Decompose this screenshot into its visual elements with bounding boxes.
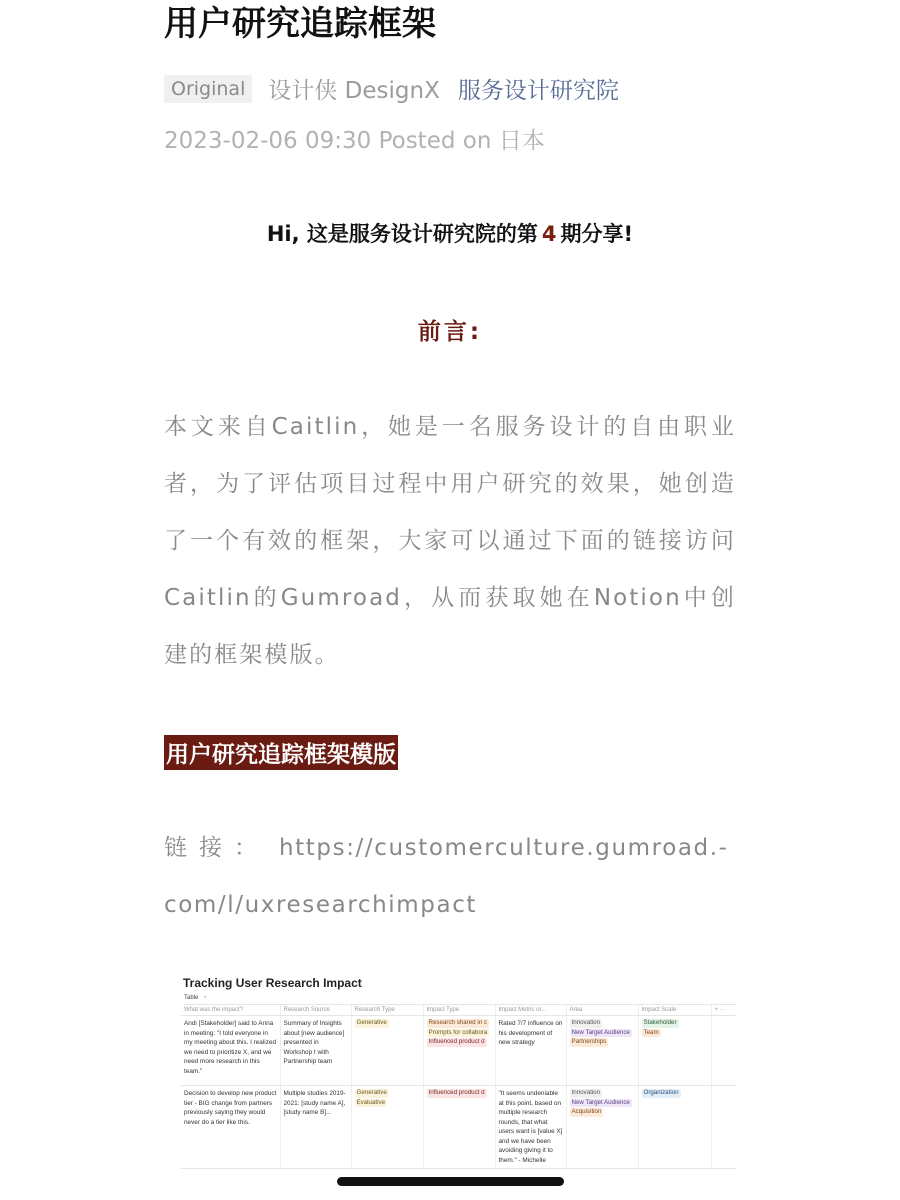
- original-badge: Original: [164, 75, 252, 103]
- col-header: Research Source: [280, 1005, 351, 1016]
- add-view-icon: +: [203, 995, 207, 1001]
- tag: Research shared in c: [428, 1019, 487, 1026]
- scale-cell: [638, 1016, 711, 1086]
- metric-cell: Rated 7/7 influence on his development of new strategy: [495, 1016, 566, 1086]
- col-header: What was the impact?: [181, 1005, 280, 1016]
- tag: Partnerships: [571, 1038, 607, 1045]
- gumroad-link[interactable]: https://customerculture.gumroad.-com/l/uxresearchimpact: [164, 835, 729, 918]
- section-heading: 用户研究追踪框架模版: [164, 735, 398, 770]
- greeting-prefix: Hi, 这是服务设计研究院的第: [266, 222, 538, 246]
- publish-date: 2023-02-06 09:30 Posted on 日本: [164, 128, 545, 154]
- source-cell: Multiple studies 2019-2021: [study name A], [study name B]...: [280, 1086, 351, 1169]
- notion-page-title: Tracking User Research Impact: [183, 976, 362, 990]
- link-paragraph: [164, 820, 736, 934]
- add-column-icon: + ···: [711, 1005, 736, 1016]
- tag: Influenced product d: [428, 1089, 485, 1096]
- col-header: Impact Type: [423, 1005, 495, 1016]
- tag: Organization: [643, 1089, 679, 1096]
- embedded-notion-screenshot: [181, 965, 736, 1200]
- notion-view-tab: [184, 995, 736, 1005]
- impact-cell: Andi [Stakeholder] said to Anna in meeting: "I told everyone in my meeting about this. I realized we need to prioritize X, and we need more research in this team.": [181, 1016, 280, 1086]
- preface-heading: 前言:: [417, 319, 483, 345]
- tag: Stakeholder: [643, 1019, 677, 1026]
- greeting-line: [164, 218, 736, 248]
- area-cell: [566, 1016, 638, 1086]
- article-title: 用户研究追踪框架: [164, 4, 436, 44]
- col-header: Area: [566, 1005, 638, 1016]
- author-name: 设计侠 DesignX: [268, 78, 440, 104]
- col-header: Research Type: [351, 1005, 423, 1016]
- table-view-label: Table: [184, 995, 199, 1001]
- tag: Prompts for collabora: [428, 1028, 488, 1036]
- tag: Generative: [356, 1089, 387, 1096]
- table-row: [181, 1016, 736, 1086]
- impact-cell: Decision to develop new product tier - BIG change from partners previously saying they would never do a tier like this.: [181, 1086, 280, 1169]
- notion-table: [181, 1005, 736, 1169]
- col-header: Impact Metric or...: [495, 1005, 566, 1016]
- source-cell: Summary of Insights about [new audience] presented in Workshop I with Partnership team: [280, 1016, 351, 1086]
- intro-paragraph: 本文来自Caitlin，她是一名服务设计的自由职业者，为了评估项目过程中用户研究的效果，她创造了一个有效的框架，大家可以通过下面的链接访问Caitlin的Gumroad，从而获取她在Notion中创建的框架模版。: [164, 414, 736, 668]
- tag: Evaluative: [356, 1098, 386, 1106]
- tag: Influenced product d: [428, 1038, 485, 1045]
- tag: Team: [643, 1028, 659, 1036]
- impact-type-cell: [423, 1086, 495, 1169]
- area-cell: [566, 1086, 638, 1169]
- greeting-suffix: 期分享!: [560, 222, 634, 246]
- tag: Generative: [356, 1019, 387, 1026]
- tag: Innovation: [571, 1089, 601, 1096]
- issue-number: 4: [541, 222, 557, 246]
- table-header-row: [181, 1005, 736, 1016]
- account-link[interactable]: 服务设计研究院: [457, 78, 619, 104]
- tag: Innovation: [571, 1019, 601, 1026]
- link-label: 链接：: [164, 835, 269, 861]
- impact-type-cell: [423, 1016, 495, 1086]
- home-indicator[interactable]: [337, 1177, 564, 1186]
- research-type-cell: [351, 1086, 423, 1169]
- research-type-cell: [351, 1016, 423, 1086]
- col-header: Impact Scale: [638, 1005, 711, 1016]
- tag: Acquisition: [571, 1108, 602, 1115]
- metric-cell: "It seems undeniable at this point, based on multiple research rounds, that what users want is [value X] and we have been avoiding giving it to them." - Michelle: [495, 1086, 566, 1169]
- table-row: [181, 1086, 736, 1169]
- scale-cell: [638, 1086, 711, 1169]
- article-meta: [164, 72, 619, 105]
- tag: New Target Audience: [571, 1098, 630, 1106]
- tag: New Target Audience: [571, 1028, 630, 1036]
